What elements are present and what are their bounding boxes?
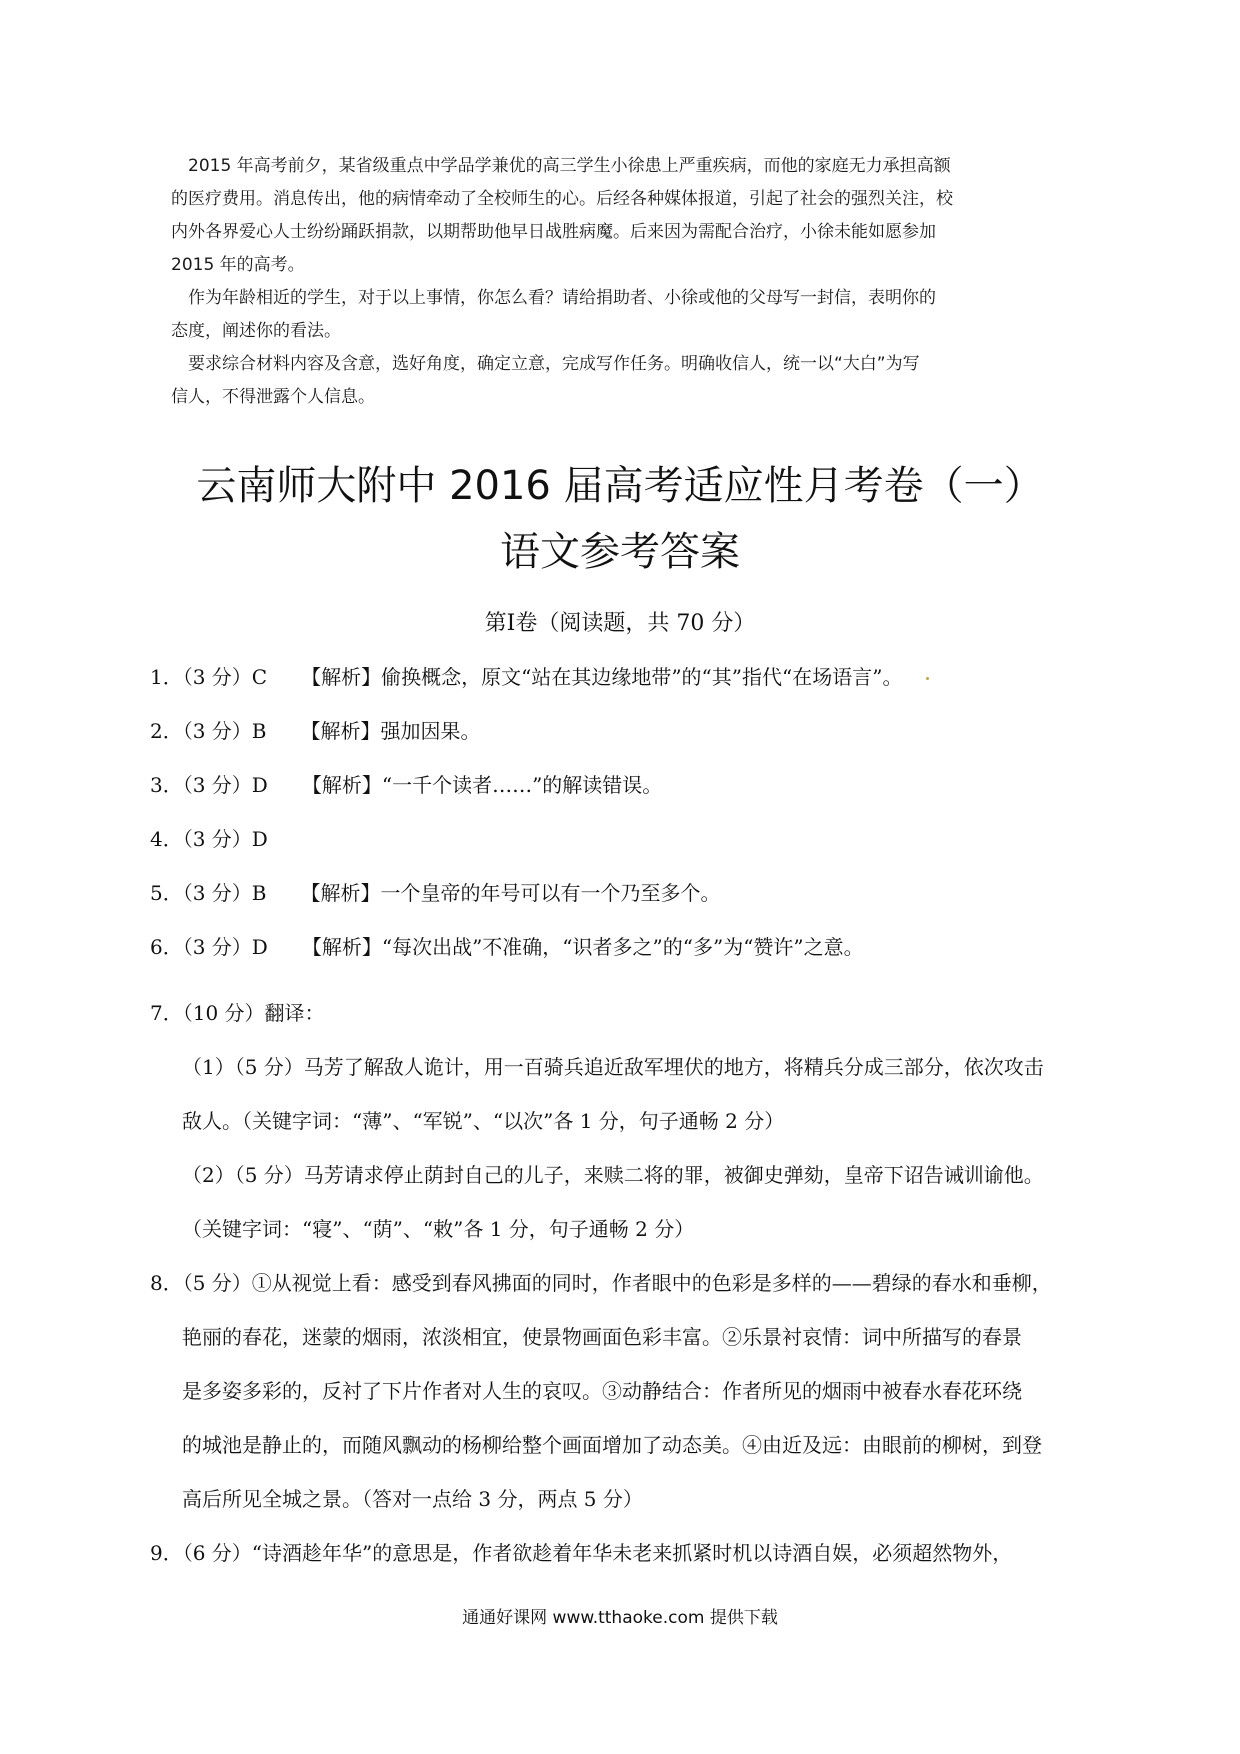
doc-title: 云南师大附中 2016 届高考适应性月考卷（一） bbox=[196, 463, 1044, 509]
prompt-line: 态度，阐述你的看法。 bbox=[171, 321, 341, 341]
section-heading: 第Ⅰ卷（阅读题，共 70 分） bbox=[484, 611, 756, 636]
answer-number: 7．（10 分）翻译： bbox=[150, 1001, 325, 1025]
answer-item-poem bbox=[150, 1256, 1110, 1526]
prompt-line: 要求综合材料内容及含意，选好角度，确定立意，完成写作任务。明确收信人，统一以“大白”为写 bbox=[188, 354, 920, 374]
answer-number: 3．（3 分）D bbox=[150, 773, 268, 797]
answer-number: 4．（3 分）D bbox=[150, 827, 268, 851]
answer-line: 是多姿多彩的，反衬了下片作者对人生的哀叹。③动静结合：作者所见的烟雨中被春水春花环绕 bbox=[182, 1379, 1022, 1403]
speck-mark bbox=[926, 677, 929, 680]
prompt-line: 内外各界爱心人士纷纷踊跃捐款，以期帮助他早日战胜病魔。后来因为需配合治疗，小徐未能如愿参加 bbox=[171, 222, 936, 242]
answer-item bbox=[150, 770, 1110, 824]
answer-explanation: 【解析】“一千个读者……”的解读错误。 bbox=[301, 773, 663, 797]
answer-number: 5．（3 分）B bbox=[150, 881, 267, 905]
answer-list bbox=[150, 662, 1110, 1580]
prompt-line: 信人，不得泄露个人信息。 bbox=[171, 387, 375, 407]
translation-line: （关键字词：“寝”、“荫”、“敕”各 1 分，句子通畅 2 分） bbox=[182, 1217, 695, 1241]
answer-item bbox=[150, 824, 1110, 878]
answer-line: 的城池是静止的，而随风飘动的杨柳给整个画面增加了动态美。④由近及远：由眼前的柳树，到登 bbox=[182, 1433, 1042, 1457]
answer-item bbox=[150, 662, 1110, 716]
answer-item-translation bbox=[150, 986, 1110, 1256]
answer-item bbox=[150, 878, 1110, 932]
prompt-line: 作为年龄相近的学生，对于以上事情，你怎么看？请给捐助者、小徐或他的父母写一封信，表明你的 bbox=[188, 288, 936, 308]
prompt-line: 2015 年的高考。 bbox=[171, 255, 305, 275]
doc-subtitle: 语文参考答案 bbox=[500, 529, 740, 575]
translation-line: （2）（5 分）马芳请求停止荫封自己的儿子，来赎二将的罪，被御史弹劾，皇帝下诏告诫训谕他。 bbox=[182, 1163, 1044, 1187]
answer-number: 1．（3 分）C bbox=[150, 665, 268, 689]
answer-item bbox=[150, 932, 1110, 986]
answer-item-poem-2 bbox=[150, 1526, 1110, 1580]
answer-explanation: 【解析】“每次出战”不准确，“识者多之”的“多”为“赞许”之意。 bbox=[301, 935, 864, 959]
answer-line: 高后所见全城之景。（答对一点给 3 分，两点 5 分） bbox=[182, 1487, 643, 1511]
answer-explanation: 【解析】一个皇帝的年号可以有一个乃至多个。 bbox=[300, 881, 721, 905]
answer-line: 9．（6 分）“诗酒趁年华”的意思是，作者欲趁着年华未老来抓紧时机以诗酒自娱，必须超然物外， bbox=[150, 1541, 1013, 1565]
answer-number: 2．（3 分）B bbox=[150, 719, 267, 743]
essay-prompt bbox=[171, 150, 1031, 414]
prompt-line: 的医疗费用。消息传出，他的病情牵动了全校师生的心。后经各种媒体报道，引起了社会的强烈关注，校 bbox=[171, 189, 953, 209]
translation-line: 敌人。（关键字词：“薄”、“军锐”、“以次”各 1 分，句子通畅 2 分） bbox=[182, 1109, 785, 1133]
answer-explanation: 【解析】强加因果。 bbox=[300, 719, 481, 743]
answer-line: 8．（5 分）①从视觉上看：感受到春风拂面的同时，作者眼中的色彩是多样的——碧绿的春水和垂柳， bbox=[150, 1271, 1052, 1295]
answer-line: 艳丽的春花，迷蒙的烟雨，浓淡相宜，使景物画面色彩丰富。②乐景衬哀情：词中所描写的春景 bbox=[182, 1325, 1022, 1349]
translation-line: （1）（5 分）马芳了解敌人诡计，用一百骑兵追近敌军埋伏的地方，将精兵分成三部分，依次攻击 bbox=[182, 1055, 1044, 1079]
prompt-line: 2015 年高考前夕，某省级重点中学品学兼优的高三学生小徐患上严重疾病，而他的家庭无力承担高额 bbox=[188, 156, 951, 176]
answer-explanation: 【解析】偷换概念，原文“站在其边缘地带”的“其”指代“在场语言”。 bbox=[301, 665, 903, 689]
answer-number: 6．（3 分）D bbox=[150, 935, 268, 959]
answer-item bbox=[150, 716, 1110, 770]
footer-source: 通通好课网 www.tthaoke.com 提供下载 bbox=[462, 1608, 778, 1628]
